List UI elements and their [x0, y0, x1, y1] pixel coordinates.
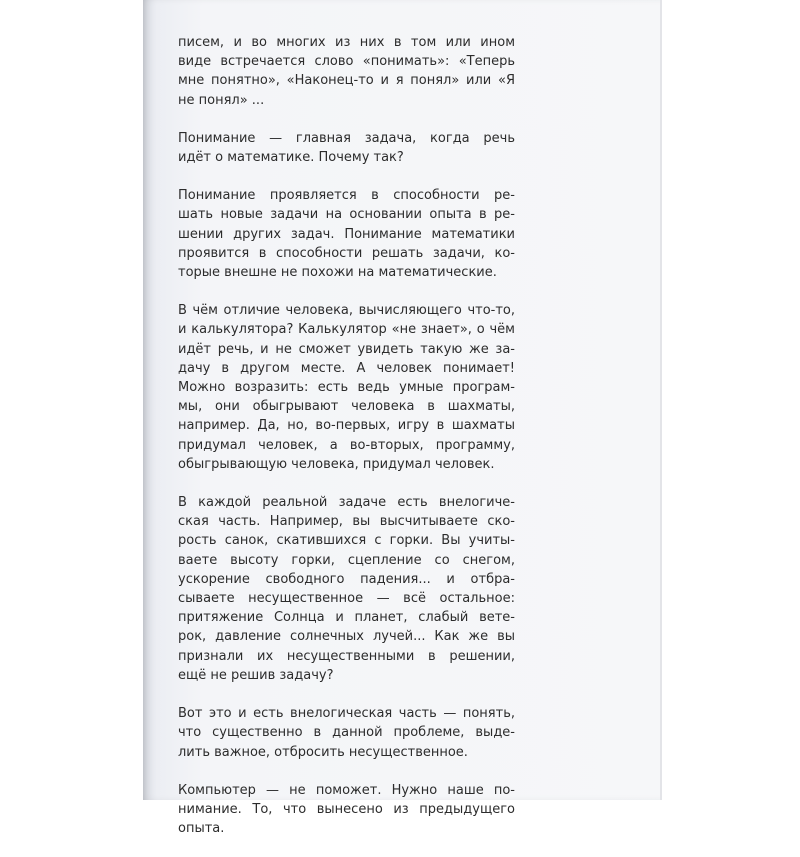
- text-line: писем, и во многих из них в том или ином: [178, 35, 515, 50]
- text-line: дачу в другом месте. А человек понимает!: [178, 360, 515, 376]
- paragraph: [178, 186, 515, 282]
- text-line: ская часть. Например, вы высчитываете ско-: [178, 514, 515, 530]
- text-line: В каждой реальной задаче есть внелогиче-: [178, 495, 515, 511]
- text-line: что существенно в данной проблеме, выде-: [178, 725, 515, 741]
- text-line: например. Да, но, во-первых, игру в шахматы: [178, 418, 515, 434]
- text-line: притяжение Солнца и планет, слабый вете-: [178, 610, 515, 626]
- text-line: Понимание проявляется в способности ре-: [178, 188, 515, 204]
- text-line: Компьютер — не поможет. Нужно наше по-: [178, 782, 515, 798]
- text-line: Понимание — главная задача, когда речь: [178, 130, 515, 146]
- text-line: идёт речь, и не сможет увидеть такую же за-: [178, 341, 515, 357]
- text-line: проявится в способности решать задачи, ко-: [178, 245, 515, 261]
- page-text: [178, 33, 515, 857]
- text-line: признали их несущественными в решении,: [178, 648, 515, 664]
- book-page: [143, 0, 660, 837]
- paragraph: [178, 33, 515, 110]
- text-line: рость санок, скатившихся с горки. Вы учиты-: [178, 533, 515, 549]
- paragraph: [178, 493, 515, 685]
- text-line: ещё не решив задачу?: [178, 667, 334, 683]
- text-line: рок, давление солнечных лучей... Как же вы: [178, 629, 515, 645]
- text-line: опыта.: [178, 821, 225, 837]
- text-line: ускорение свободного падения... и отбра-: [178, 571, 515, 587]
- text-line: обыгрывающую человека, придумал человек.: [178, 456, 495, 472]
- paragraph: [178, 781, 515, 839]
- paragraph: [178, 301, 515, 474]
- text-line: шении других задач. Понимание математики: [178, 226, 515, 242]
- text-line: сываете несущественное — всё остальное:: [178, 591, 515, 607]
- text-line: торые внешне не похожи на математические.: [178, 265, 497, 281]
- text-line: не понял» ...: [178, 92, 265, 108]
- paragraph: [178, 704, 515, 762]
- paragraph: [178, 129, 515, 167]
- text-line: лить важное, отбросить несущественное.: [178, 744, 468, 760]
- text-line: мне понятно», «Наконец-то и я понял» или «Я: [178, 73, 515, 89]
- text-line: Вот это и есть внелогическая часть — понять,: [178, 706, 515, 722]
- text-line: мы, они обыгрывают человека в шахматы,: [178, 399, 515, 415]
- text-line: шать новые задачи на основании опыта в ре-: [178, 207, 515, 223]
- text-line: Можно возразить: есть ведь умные програм-: [178, 380, 515, 396]
- text-line: и калькулятора? Калькулятор «не знает», о чём: [178, 322, 515, 338]
- text-line: идёт о математике. Почему так?: [178, 150, 404, 166]
- text-line: В чём отличие человека, вычисляющего что-то,: [178, 303, 515, 319]
- text-line: нимание. То, что вынесено из предыдущего: [178, 801, 515, 817]
- text-line: придумал человек, а во-вторых, программу,: [178, 437, 515, 453]
- text-line: ваете высоту горки, сцепление со снегом,: [178, 552, 515, 568]
- page-edge: [660, 0, 662, 800]
- text-line: виде встречается слово «понимать»: «Теперь: [178, 54, 515, 70]
